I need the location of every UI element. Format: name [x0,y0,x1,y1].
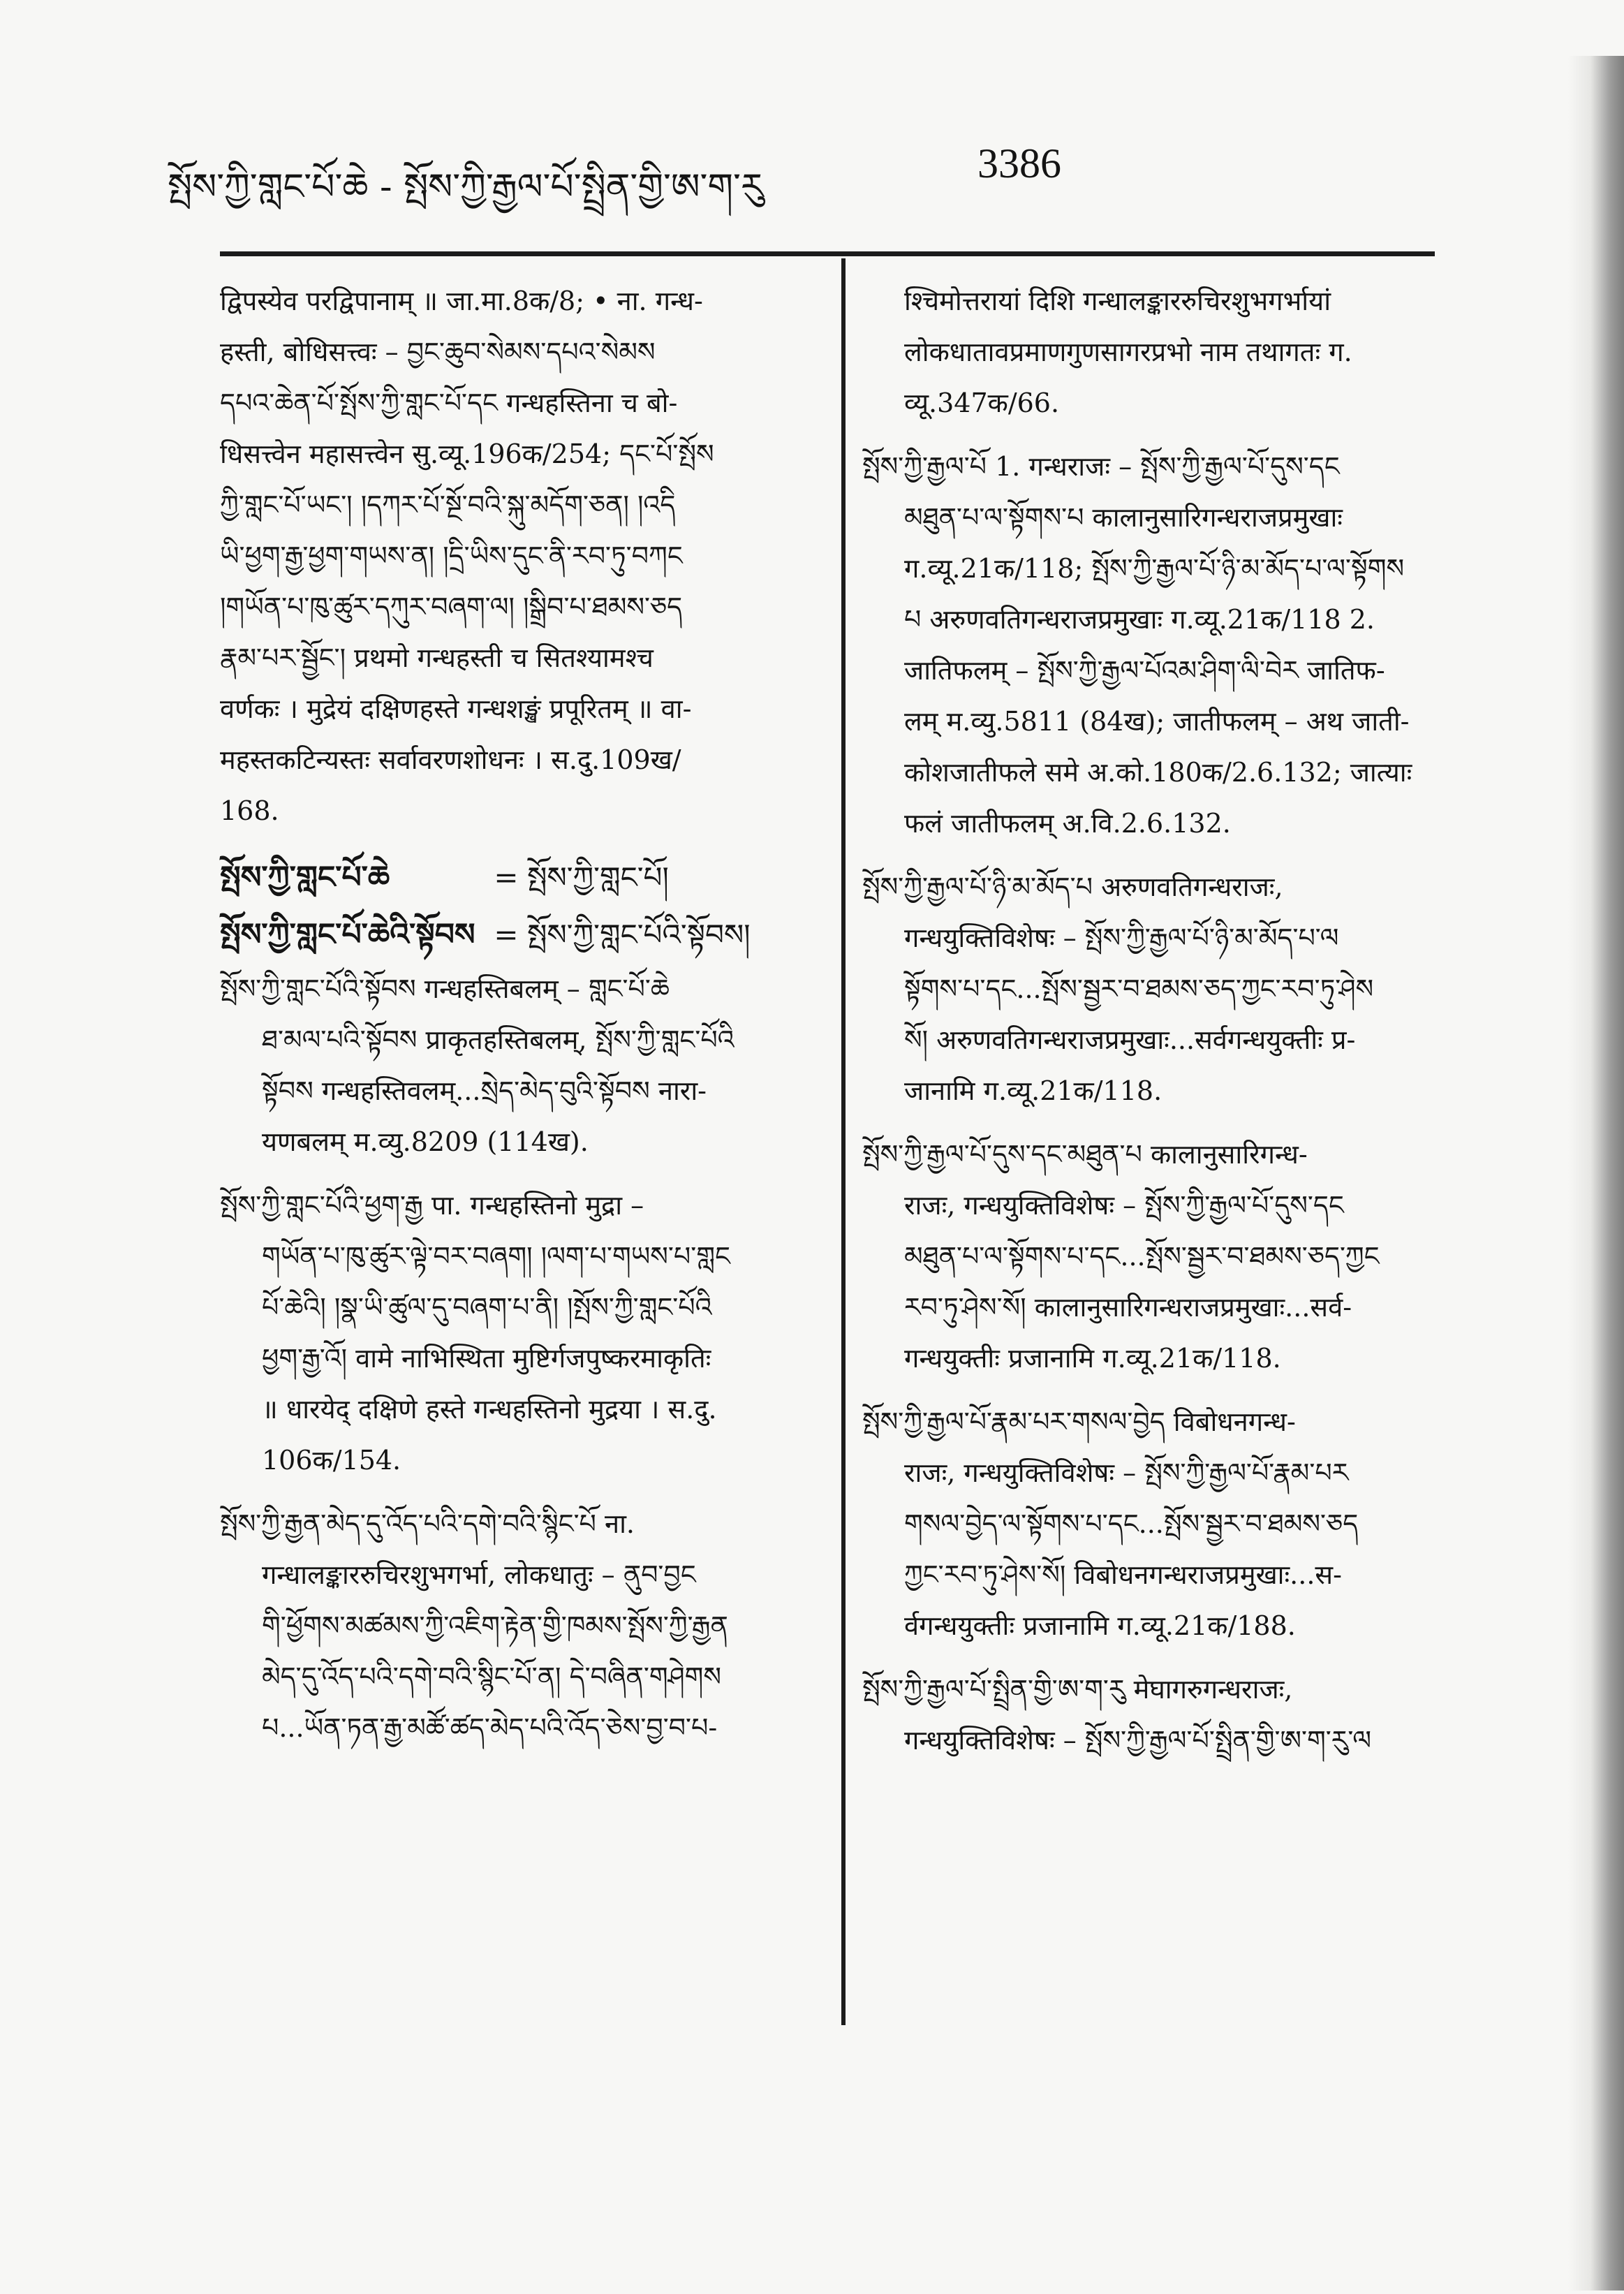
entry-line: ཐ་མལ་པའི་སྟོབས प्राकृतहस्तिबलम्, སྤོས་ཀྱི་གླང་པོའི [262,1024,735,1055]
entry-gandharaja [862,441,1463,849]
entry-line: མཐུན་པ་ལ་སྟོགས་པ कालानुसारिगन्धराजप्रमुखाः [904,502,1343,533]
entry-line: राजः, गन्धयुक्तिविशेषः – སྤོས་ཀྱི་རྒྱལ་པོ་རྣམ་པར [904,1457,1349,1488]
entry-line: ॥ धारयेद् दक्षिणे हस्ते गन्धहस्तिनो मुद्रया । स.दु. [262,1394,717,1425]
entry-meghagaru [862,1664,1463,1766]
cross-reference-row [220,849,827,906]
entry-line: སྤོས་ཀྱི་རྒྱལ་པོ་ཉི་མ་མོད་པ अरुणवतिगन्धराजः, [862,872,1283,902]
entry-line: गन्धालङ्काररुचिरशुभगर्भा, लोकधातुः – ནུབ་བྱང [262,1559,696,1590]
column-divider [841,258,846,2025]
entry-line: ཀྱི་གླང་པོ་ཡང་། །དཀར་པོ་སྔོ་བའི་སྐུ་མདོག་ཅན། །འདི [220,490,676,520]
entry-line: ཕྱག་རྒྱ་འོ། वामे नाभिस्थिता मुष्टिर्गजपुष्करमाकृतिः [262,1343,711,1374]
entry-line: जानामि ग.व्यू.21क/118. [904,1075,1162,1106]
entry-line: གསལ་བྱེད་ལ་སྟོགས་པ་དང...སྤོས་སྦྱར་བ་ཐམས་ཅད [904,1508,1359,1539]
entry-line: རྣམ་པར་སྦྱོང་། प्रथमो गन्धहस्ती च सितश्यामश्च [220,642,654,673]
running-head: སྤོས་ཀྱི་གླང་པོ་ཆེ - སྤོས་ཀྱི་རྒྱལ་པོ་སྤྲིན་གྱི་ཨ་ག་རུ [168,166,764,208]
cross-reference-row [220,906,827,964]
entry-line: ཀྱང་རབ་ཏུ་ཤེས་སོ། विबोधनगन्धराजप्रमुखाः...स- [904,1559,1342,1590]
entry-line: པ...ཡོན་ཏན་རྒྱ་མཚོ་ཚད་མེད་པའི་འོད་ཅེས་བྱ་བ་པ- [262,1712,718,1743]
page-header [168,119,1452,223]
entry-line: जातिफलम् – སྤོས་ཀྱི་རྒྱལ་པོའམ་ཤིག་ལི་བེར जातिफ- [904,655,1385,686]
entry-line: ཡི་ཕྱག་རྒྱ་ཕྱག་གཡས་ན། །དྲི་ཡིས་དུང་ནི་རབ་ཏུ་བཀང [220,541,683,571]
entry-line: པོ་ཆེའི། །སྣ་ཡི་ཚུལ་དུ་བཞག་པ་ནི། །སྤོས་ཀྱི་གླང་པོའི [262,1292,712,1323]
scan-edge-shadow [1568,56,1624,2291]
entry-line: སྟོབས गन्धहस्तिवलम्...སྲེད་མེད་བུའི་སྟོབས नारा- [262,1075,707,1106]
entry-arunavati [862,862,1463,1117]
entry-line: महस्तकटिन्यस्तः सर्वावरणशोधनः । स.दु.109ख/ [220,744,681,775]
entry-line: श्चिमोत्तरायां दिशि गन्धालङ्काररुचिरशुभगर्भायां [904,286,1331,316]
entry-line: यणबलम् म.व्यु.8209 (114ख). [262,1126,589,1157]
left-column [220,276,827,1766]
entry-line: गन्धयुक्तिविशेषः – སྤོས་ཀྱི་རྒྱལ་པོ་ཉི་མ་མོད་པ་ལ [904,922,1339,953]
entry-line: མེད་དུ་འོད་པའི་དགེ་བའི་སྙིང་པོ་ན། དེ་བཞིན་གཤེགས [262,1661,722,1692]
entry-line: སྤོས་ཀྱི་རྒྱལ་པོ 1. गन्धराजः – སྤོས་ཀྱི་རྒྱལ་པོ་དུས་དང [862,451,1340,482]
equals-sign: = [494,918,519,952]
entry-line: སྤོས་ཀྱི་གླང་པོའི་སྟོབས गन्धहस्तिबलम् – གླང་པོ་ཆེ [220,973,670,1004]
entry-kalanusari [862,1129,1463,1384]
entry-line: །གཡོན་པ་ཁུ་ཚུར་དཀུར་བཞག་ལ། །སྒྲིབ་པ་ཐམས་ཅད [220,591,683,622]
entry-line: राजः, गन्धयुक्तिविशेषः – སྤོས་ཀྱི་རྒྱལ་པོ་དུས་དང [904,1190,1344,1221]
entry-line: 168. [220,795,279,826]
entry-line: དཔའ་ཆེན་པོ་སྤོས་ཀྱི་གླང་པོ་དང गन्धहस्तिना च बो- [220,388,678,418]
headword: སྤོས་ཀྱི་གླང་པོ་ཆེའི་སྟོབས [220,917,475,953]
entry-vibodhana [862,1397,1463,1652]
cross-reference-target: སྤོས་ཀྱི་གླང་པོའི་སྟོབས། [527,918,751,952]
entry-gandhahasti-continued [220,276,827,837]
header-rule [220,251,1435,256]
entry-line: गन्धयुक्तिविशेषः – སྤོས་ཀྱི་རྒྱལ་པོ་སྤྲིན་གྱི་ཨ་ག་རུ་ལ [904,1725,1372,1756]
entry-line: པ अरुणवतिगन्धराजप्रमुखाः ग.व्यू.21क/118 2. [904,604,1375,635]
entry-line: र्वगन्धयुक्तीः प्रजानामि ग.व्यू.21क/188. [904,1610,1296,1641]
right-column [862,276,1463,1779]
entry-line: སྤོས་ཀྱི་རྒྱལ་པོ་སྤྲིན་གྱི་ཨ་ག་རུ मेघागरुगन्धराजः, [862,1674,1293,1705]
entry-gandhalankara [220,1499,827,1753]
cross-reference-target: སྤོས་ཀྱི་གླང་པོ། [527,860,669,895]
entry-line: སྤོས་ཀྱི་རྒྱལ་པོ་དུས་དང་མཐུན་པ कालानुसारिगन्ध- [862,1139,1308,1170]
entry-gandhahastibalam [220,964,827,1168]
entry-gandhahastino-mudra [220,1180,827,1486]
entry-line: गन्धयुक्तीः प्रजानामि ग.व्यू.21क/118. [904,1343,1281,1374]
entry-line: གི་ཕྱོགས་མཚམས་ཀྱི་འཇིག་རྟེན་གྱི་ཁམས་སྤོས་ཀྱི་རྒྱན [262,1610,728,1641]
entry-gandhalankara-continued [862,276,1463,429]
entry-line: हस्ती, बोधिसत्त्वः – བྱང་ཆུབ་སེམས་དཔའ་སེམས [220,337,656,367]
entry-line: སྤོས་ཀྱི་རྒྱལ་པོ་རྣམ་པར་གསལ་བྱེད विबोधनगन्ध- [862,1406,1296,1437]
entry-line: धिसत्त्वेन महासत्त्वेन सु.व्यू.196क/254; དང་པོ་སྤོས [220,439,714,469]
entry-line: वर्णकः । मुद्रेयं दक्षिणहस्ते गन्धशङ्खं प्रपूरितम् ॥ वा- [220,693,692,724]
entry-line: लम् म.व्यु.5811 (84ख); जातीफलम् – अथ जाती- [904,706,1410,737]
entry-line: 106क/154. [262,1445,401,1476]
headword: སྤོས་ཀྱི་གླང་པོ་ཆེ [220,860,390,895]
entry-line: ग.व्यू.21क/118; སྤོས་ཀྱི་རྒྱལ་པོ་ཉི་མ་མོད་པ་ལ་སྟོགས [904,553,1405,584]
entry-line: व्यू.347क/66. [904,388,1060,418]
entry-line: གཡོན་པ་ཁུ་ཚུར་ལྟེ་བར་བཞག། །ལག་པ་གཡས་པ་གླང [262,1241,730,1272]
entry-line: སོ། अरुणवतिगन्धराजप्रमुखाः...सर्वगन्धयुक्तीः प्र- [904,1024,1356,1055]
entry-line: སྟོགས་པ་དང...སྤོས་སྦྱར་བ་ཐམས་ཅད་ཀྱང་རབ་ཏུ་ཤེས [904,973,1374,1004]
entry-line: སྤོས་ཀྱི་རྒྱན་མེད་དུ་འོད་པའི་དགེ་བའི་སྙིང་པོ ना. [220,1508,635,1539]
entry-line: लोकधातावप्रमाणगुणसागरप्रभो नाम तथागतः ग. [904,337,1352,367]
entry-line: फलं जातीफलम् अ.वि.2.6.132. [904,808,1231,839]
entry-line: कोशजातीफले समे अ.को.180क/2.6.132; जात्याः [904,757,1412,788]
equals-sign: = [494,860,519,895]
page-number: 3386 [977,140,1061,186]
entry-line: སྤོས་ཀྱི་གླང་པོའི་ཕྱག་རྒྱ पा. गन्धहस्तिनो मुद्रा – [220,1190,644,1221]
entry-line: རབ་ཏུ་ཤེས་སོ། कालानुसारिगन्धराजप्रमुखाः...सर्व- [904,1292,1352,1323]
entry-line: द्विपस्येव परद्विपानाम् ॥ जा.मा.8क/8; • ना. गन्ध- [220,286,703,316]
entry-line: མཐུན་པ་ལ་སྟོགས་པ་དང...སྤོས་སྦྱར་བ་ཐམས་ཅད་ཀྱང [904,1241,1380,1272]
